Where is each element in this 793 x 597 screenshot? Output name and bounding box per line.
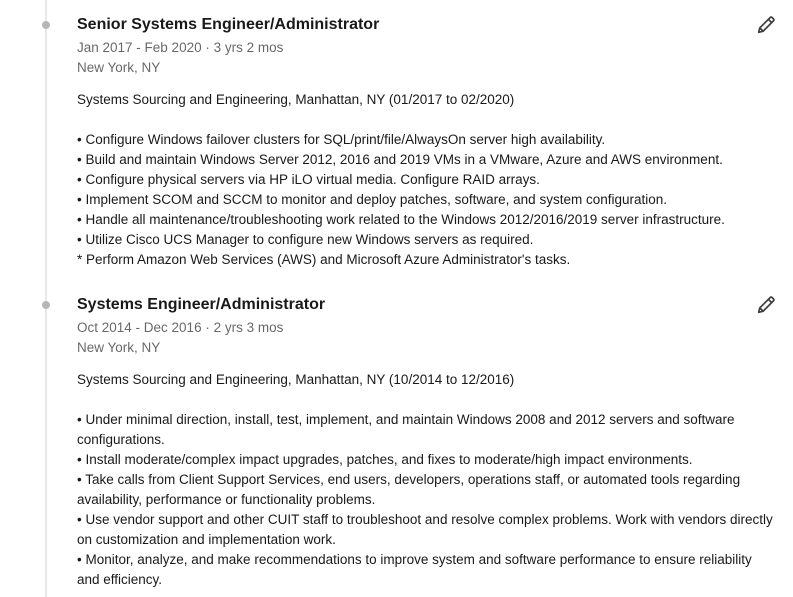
job-description	[77, 410, 777, 590]
timeline-dot	[42, 301, 50, 309]
description-bullet: • Configure physical servers via HP iLO virtual media. Configure RAID arrays.	[77, 172, 540, 187]
description-bullet: • Install moderate/complex impact upgrades, patches, and fixes to moderate/high impact environments.	[77, 452, 693, 467]
description-bullet: • Build and maintain Windows Server 2012, 2016 and 2019 VMs in a VMware, Azure and AWS environment.	[77, 152, 723, 167]
job-description	[77, 130, 777, 270]
description-bullet: • Take calls from Client Support Services, end users, developers, operations staff, or automated tools regarding availability, performance or functionality problems.	[77, 472, 741, 507]
edit-experience-button[interactable]	[752, 291, 780, 319]
description-bullet: • Utilize Cisco UCS Manager to configure new Windows servers as required.	[77, 232, 534, 247]
timeline-dot	[42, 21, 50, 29]
description-bullet: • Handle all maintenance/troubleshooting work related to the Windows 2012/2016/2019 server infrastructure.	[77, 212, 725, 227]
description-bullet: • Under minimal direction, install, test, implement, and maintain Windows 2008 and 2012 servers and software configurations.	[77, 412, 735, 447]
job-dates: Oct 2014 - Dec 2016 · 2 yrs 3 mos	[77, 320, 284, 335]
job-title: Senior Systems Engineer/Administrator	[77, 16, 380, 33]
timeline-line	[45, 0, 47, 597]
pencil-icon	[755, 14, 777, 36]
edit-experience-button[interactable]	[752, 11, 780, 39]
description-bullet: * Perform Amazon Web Services (AWS) and Microsoft Azure Administrator's tasks.	[77, 252, 571, 267]
description-bullet: • Monitor, analyze, and make recommendations to improve system and software performance to ensure reliability and efficiency.	[77, 552, 752, 587]
job-title: Systems Engineer/Administrator	[77, 296, 326, 313]
job-dates: Jan 2017 - Feb 2020 · 3 yrs 2 mos	[77, 40, 284, 55]
experience-entry	[77, 292, 777, 590]
description-bullet: • Configure Windows failover clusters for SQL/print/file/AlwaysOn server high availability.	[77, 132, 606, 147]
experience-entry	[77, 12, 777, 270]
company-line: Systems Sourcing and Engineering, Manhattan, NY (01/2017 to 02/2020)	[77, 92, 515, 107]
description-bullet: • Use vendor support and other CUIT staff to troubleshoot and resolve complex problems. Work with vendors directly on customization and implementation work.	[77, 512, 773, 547]
description-bullet: • Implement SCOM and SCCM to monitor and deploy patches, software, and system configuration.	[77, 192, 667, 207]
pencil-icon	[755, 294, 777, 316]
company-line: Systems Sourcing and Engineering, Manhattan, NY (10/2014 to 12/2016)	[77, 372, 515, 387]
job-location: New York, NY	[77, 340, 161, 355]
job-location: New York, NY	[77, 60, 161, 75]
